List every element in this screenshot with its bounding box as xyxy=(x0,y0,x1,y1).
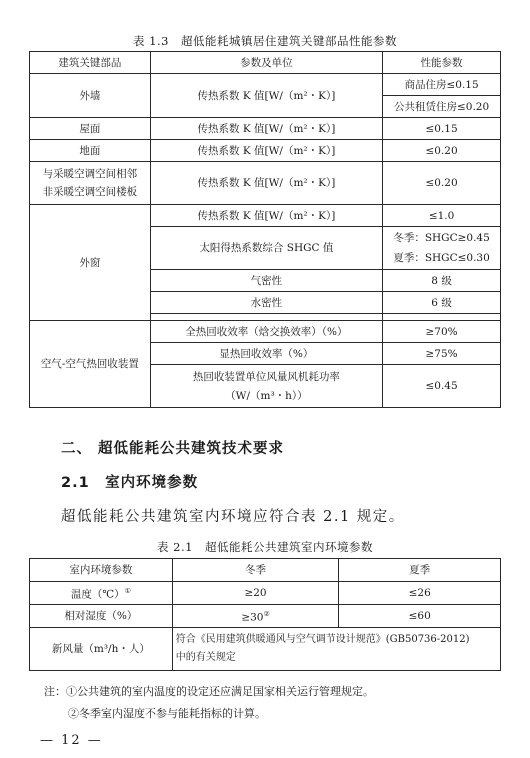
param-floor-slab: 传热系数 K 值[W/（m²・K）] xyxy=(150,162,382,205)
label-humidity: 相对湿度（%） xyxy=(30,605,173,628)
value-shgc-winter: 冬季：SHGC≥0.45 xyxy=(393,232,490,244)
value-roof: ≤0.15 xyxy=(383,118,501,140)
footnote-marker-1: ① xyxy=(124,587,131,596)
table-1-3-caption: 表 1.3 超低能耗城镇居住建筑关键部品性能参数 xyxy=(133,34,397,48)
header-winter: 冬季 xyxy=(172,559,339,582)
section-subheading: 2.1 室内环境参数 xyxy=(61,475,199,491)
table-row xyxy=(30,140,501,162)
value-window-shgc xyxy=(383,227,501,270)
value-window-k: ≤1.0 xyxy=(383,205,501,227)
page-number: — 12 — xyxy=(40,733,103,748)
param-roof: 传热系数 K 值[W/（m²・K）] xyxy=(150,118,382,140)
part-floor-slab xyxy=(30,162,151,205)
label-fresh-air: 新风量（m³/h・人） xyxy=(30,628,173,671)
part-heat-recovery: 空气-空气热回收装置 xyxy=(30,321,151,408)
param-total-recovery: 全热回收效率（焓交换效率）（%） xyxy=(150,321,382,343)
value-total-recovery: ≥70% xyxy=(383,321,501,343)
value-sensible-recovery: ≥75% xyxy=(383,343,501,365)
header-value: 性能参数 xyxy=(383,52,501,74)
footnote-marker-2: ② xyxy=(263,610,270,619)
part-floor-slab-line-1: 与采暖空调空间相邻 xyxy=(42,168,138,180)
value-humidity-summer: ≤60 xyxy=(339,605,501,628)
value-floor-slab: ≤0.20 xyxy=(383,162,501,205)
value-humidity-winter xyxy=(172,605,339,628)
table-row xyxy=(30,205,501,227)
part-ground: 地面 xyxy=(30,140,151,162)
param-fan-power-line-1: 热回收装置单位风量风机耗功率 xyxy=(192,370,340,383)
param-sensible-recovery: 显热回收效率（%） xyxy=(150,343,382,365)
header-indoor-param: 室内环境参数 xyxy=(30,559,173,582)
table-row xyxy=(30,321,501,343)
value-window-watertight: 6 级 xyxy=(383,292,501,314)
param-outer-wall: 传热系数 K 值[W/（m²・K）] xyxy=(150,74,382,118)
section-heading: 二、 超低能耗公共建筑技术要求 xyxy=(61,441,285,457)
label-temperature xyxy=(30,582,173,605)
value-ground: ≤0.20 xyxy=(383,140,501,162)
param-window-shgc: 太阳得热系数综合 SHGC 值 xyxy=(150,227,382,270)
part-window: 外窗 xyxy=(30,205,151,321)
param-window-k: 传热系数 K 值[W/（m²・K）] xyxy=(150,205,382,227)
section-paragraph: 超低能耗公共建筑室内环境应符合表 2.1 规定。 xyxy=(61,509,405,525)
value-outer-wall-1: 商品住房≤0.15 xyxy=(383,74,501,96)
table-row xyxy=(30,162,501,205)
value-window-airtight: 8 级 xyxy=(383,270,501,292)
table-row xyxy=(30,118,501,140)
value-outer-wall-2: 公共租赁住房≤0.20 xyxy=(383,96,501,118)
value-temperature-winter: ≥20 xyxy=(172,582,339,605)
fresh-air-line-1: 符合《民用建筑供暖通风与空气调节设计规范》(GB50736-2012) xyxy=(175,634,470,645)
table-row xyxy=(30,582,501,605)
param-fan-power-line-2: （W/（m³・h）） xyxy=(225,389,308,402)
value-fresh-air xyxy=(172,628,500,671)
value-temperature-summer: ≤26 xyxy=(339,582,501,605)
param-window-airtight: 气密性 xyxy=(150,270,382,292)
table-2-1 xyxy=(29,558,501,671)
fresh-air-line-2: 中的有关规定 xyxy=(175,652,236,663)
header-part: 建筑关键部品 xyxy=(30,52,151,74)
param-ground: 传热系数 K 值[W/（m²・K）] xyxy=(150,140,382,162)
table-row xyxy=(30,605,501,628)
header-param: 参数及单位 xyxy=(150,52,382,74)
value-fan-power: ≤0.45 xyxy=(383,365,501,408)
table-row xyxy=(30,74,501,96)
part-outer-wall: 外墙 xyxy=(30,74,151,118)
header-summer: 夏季 xyxy=(339,559,501,582)
note-1: 注：①公共建筑的室内温度的设定还应满足国家相关运行管理规定。 xyxy=(44,685,374,698)
temperature-text: 温度（℃） xyxy=(70,588,125,601)
param-fan-power xyxy=(150,365,382,408)
part-floor-slab-line-2: 非采暖空调空间楼板 xyxy=(42,186,138,198)
table-2-1-caption: 表 2.1 超低能耗公共建筑室内环境参数 xyxy=(157,540,373,554)
part-roof: 屋面 xyxy=(30,118,151,140)
value-shgc-summer: 夏季：SHGC≤0.30 xyxy=(393,252,490,264)
table-header-row xyxy=(30,559,501,582)
table-row xyxy=(30,628,501,671)
param-window-watertight: 水密性 xyxy=(150,292,382,314)
table-1-3 xyxy=(29,51,501,408)
table-header-row xyxy=(30,52,501,74)
humidity-winter-text: ≥30 xyxy=(241,611,264,624)
note-2: ②冬季室内湿度不参与能耗指标的计算。 xyxy=(68,707,266,720)
